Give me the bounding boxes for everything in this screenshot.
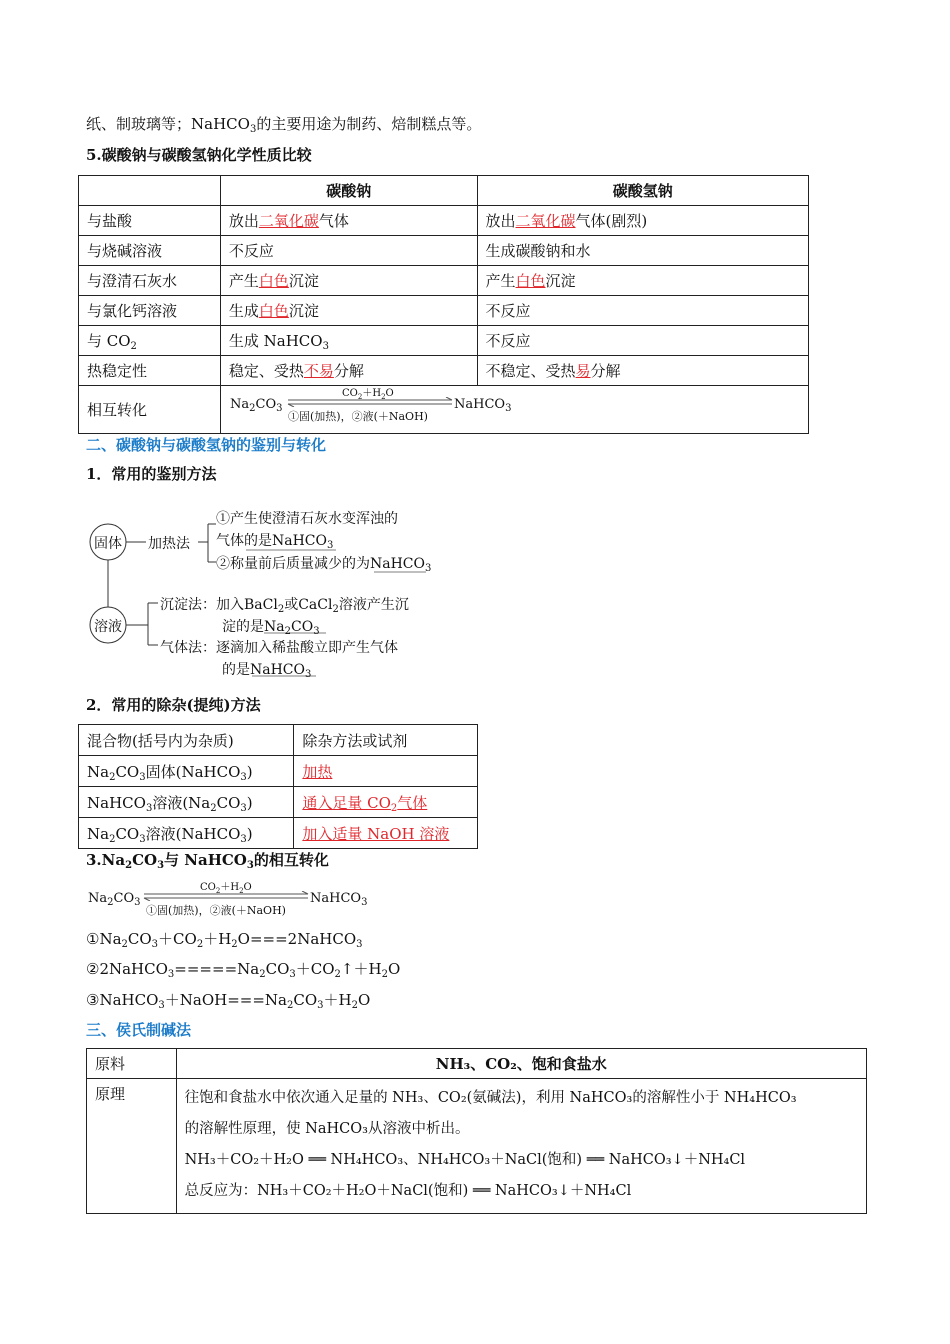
row-label: 与盐酸: [79, 206, 221, 236]
answer-text: 白色: [258, 302, 289, 320]
subscript: 3: [151, 939, 159, 950]
formula-text: Na: [230, 397, 250, 412]
cell-text: 稳定、受热: [228, 362, 304, 380]
cell-text: 不稳定、受热: [485, 362, 576, 380]
mixture-cell: [79, 787, 294, 818]
cell-text: Na: [87, 762, 110, 781]
subscript: 3: [139, 771, 146, 783]
cell-b: [477, 266, 808, 296]
row-label: 与澄清石灰水: [79, 266, 221, 296]
identification-diagram: [86, 500, 446, 685]
table-row: [79, 206, 809, 236]
heating-method: 加热法: [148, 536, 190, 552]
cell-b: [477, 356, 808, 386]
cell-text: ): [246, 762, 253, 781]
eq-text: ＋CO: [295, 960, 335, 978]
subscript: 2: [332, 604, 339, 615]
answer-text: 易: [575, 362, 591, 380]
subscript: 2: [239, 887, 244, 895]
subscript: 3: [322, 341, 329, 352]
answer-text: 二氧化碳: [515, 212, 576, 230]
header-cell: [79, 176, 221, 206]
subscript: 3: [317, 1000, 324, 1011]
hou-table: [86, 1048, 867, 1214]
cell-text: 生成: [228, 302, 259, 320]
cell-text: 固体(NaHCO: [145, 762, 241, 781]
diagram-text: 或CaCl: [284, 597, 333, 613]
cell-text: 放出: [228, 212, 259, 230]
row-label: 与烧碱溶液: [79, 236, 221, 266]
cell-text: 放出: [485, 212, 516, 230]
row-label: 原理: [87, 1079, 177, 1214]
header-cell: 碳酸氢钠: [477, 176, 808, 206]
diagram-text: ②称量前后质量减少的为NaHCO: [216, 556, 425, 572]
section5-title: 5.碳酸钠与碳酸氢钠化学性质比较: [86, 146, 312, 164]
solid-node: 固体: [94, 536, 122, 552]
principle-cell: [176, 1079, 866, 1214]
row-label: 热稳定性: [79, 356, 221, 386]
conversion-formula-2: [88, 878, 378, 918]
cell-a: [220, 206, 477, 236]
subscript: 3: [425, 563, 432, 574]
equilibrium-arrow-icon: [142, 891, 310, 901]
diagram-text: 溶液产生沉: [338, 597, 409, 613]
subscript: 3: [167, 969, 175, 980]
subscript: 3: [276, 403, 283, 414]
cell-text: 与 CO: [87, 332, 131, 350]
cell-text: 溶液(NaHCO: [145, 824, 241, 843]
diagram-text: 的是NaHCO: [222, 662, 305, 678]
subscript: 3: [240, 771, 247, 783]
section3-title: 三、侯氏制碱法: [86, 1021, 192, 1039]
formula-text: O: [243, 882, 252, 893]
table-row: [79, 296, 809, 326]
table-header-row: [79, 725, 478, 756]
cell-b: 生成碳酸钠和水: [477, 236, 808, 266]
formula-text: O: [385, 388, 394, 399]
eq-text: CO: [127, 930, 152, 948]
formula-text: ＋H: [220, 882, 240, 893]
intro-text-2: 的主要用途为制药、焙制糕点等。: [256, 115, 482, 133]
cell-text: 气体(剧烈): [575, 212, 648, 230]
answer-text: 不易: [303, 362, 334, 380]
method-cell: [294, 787, 478, 818]
formula-text: CO: [113, 891, 135, 906]
subscript: 2: [381, 969, 388, 980]
subscript: 3: [305, 669, 312, 680]
cell-text: ): [246, 824, 253, 843]
diagram-text: 气体的是NaHCO: [216, 533, 327, 549]
diagram-text: 淀的是Na: [222, 619, 285, 635]
cell-a: [220, 356, 477, 386]
subscript: 2: [334, 969, 341, 980]
answer-text: 二氧化碳: [258, 212, 319, 230]
table-row: [79, 787, 478, 818]
eq-text: ＋H: [323, 991, 352, 1009]
eq-text: ①Na: [86, 930, 122, 948]
table-row: [79, 818, 478, 849]
subscript: 2: [259, 969, 266, 980]
subscript: 2: [109, 771, 116, 783]
cell-text: 分解: [333, 362, 364, 380]
formula-right: [310, 891, 367, 906]
eq-text: O: [357, 991, 371, 1009]
cell-b: 不反应: [477, 296, 808, 326]
row-label: 相互转化: [79, 386, 221, 434]
table-row: [79, 236, 809, 266]
answer-part: 气体: [397, 793, 428, 812]
formula-text: NaHCO: [454, 397, 506, 412]
subscript: 3: [158, 1000, 165, 1011]
subscript: 2: [109, 833, 116, 845]
header-cell: 除杂方法或试剂: [294, 725, 478, 756]
solution-node: 溶液: [94, 619, 122, 635]
formula-left: [230, 397, 283, 412]
title-text: CO: [132, 851, 158, 869]
row-label: 与氯化钙溶液: [79, 296, 221, 326]
formula-bottom: ①固(加热)，②液(＋NaOH): [288, 410, 428, 423]
subscript: 3: [246, 860, 254, 871]
purify-table: [78, 724, 478, 849]
cell-text: 产生: [485, 272, 516, 290]
mixture-cell: [79, 818, 294, 849]
gas-result: [222, 659, 311, 679]
subscript: 3: [139, 833, 146, 845]
subscript: 2: [107, 897, 114, 908]
eq-text: ↑＋H: [340, 960, 382, 978]
cell-b: [477, 206, 808, 236]
row-label: [79, 326, 221, 356]
precipitation-method: [160, 594, 409, 614]
formula-left: [88, 891, 141, 906]
diagram-text: 沉淀法：加入BaCl: [160, 597, 278, 613]
cell-text: 沉淀: [288, 272, 319, 290]
eq-text: ＋NaOH===Na: [164, 991, 287, 1009]
subscript: 3: [289, 969, 296, 980]
principle-line: 的溶解性原理，使 NaHCO₃从溶液中析出。: [184, 1121, 470, 1137]
cell-text: 溶液(Na: [152, 793, 211, 812]
subscript: 2: [196, 939, 204, 950]
subscript: 3: [145, 802, 153, 814]
cell-text: CO: [216, 793, 241, 812]
cell-text: ): [246, 793, 253, 812]
table-row: [79, 326, 809, 356]
sub3-title: [86, 850, 329, 870]
method-cell: [294, 818, 478, 849]
subscript: 2: [231, 939, 238, 950]
answer-text: 加热: [302, 762, 333, 781]
cell-b: 不反应: [477, 326, 808, 356]
formula-text: CO: [200, 882, 216, 893]
header-cell: 碳酸钠: [220, 176, 477, 206]
title-text: 3.Na: [86, 851, 126, 869]
cell-a: [220, 296, 477, 326]
subscript: 2: [249, 403, 256, 414]
answer-text: 加入适量 NaOH 溶液: [302, 824, 450, 843]
subscript: 2: [210, 802, 217, 814]
subscript: 2: [130, 341, 137, 352]
eq-text: ②2NaHCO: [86, 960, 168, 978]
subscript: 2: [121, 939, 128, 950]
formula-bottom: ①固(加热)，②液(＋NaOH): [146, 904, 286, 917]
principle-line: 总反应为：NH₃＋CO₂＋H₂O＋NaCl(饱和) ══ NaHCO₃↓＋NH₄Cl: [184, 1183, 632, 1199]
header-cell: 混合物(括号内为杂质): [79, 725, 294, 756]
subscript: 3: [134, 897, 141, 908]
cell-text: 分解: [590, 362, 621, 380]
cell-text: CO: [115, 824, 140, 843]
cell-text: NaHCO: [87, 793, 146, 812]
subscript: 2: [284, 626, 291, 637]
title-text: 与 NaHCO: [164, 851, 247, 869]
cell-text: 沉淀: [545, 272, 576, 290]
eq-text: CO: [293, 991, 318, 1009]
subscript: 2: [351, 1000, 358, 1011]
method-cell: [294, 756, 478, 787]
subscript: 3: [327, 540, 334, 551]
equation-3: [86, 990, 370, 1010]
cell-text: 气体: [318, 212, 349, 230]
equation-1: [86, 929, 363, 949]
sub2-title: 2．常用的除杂(提纯)方法: [86, 696, 261, 714]
eq-text: =====Na: [174, 960, 260, 978]
eq-text: ＋CO: [158, 930, 197, 948]
subscript: 2: [215, 887, 221, 895]
cell-a: [220, 326, 477, 356]
principle-line: 往饱和食盐水中依次通入足量的 NH₃、CO₂(氨碱法)，利用 NaHCO₃的溶解性小于 NH₄HCO₃: [184, 1090, 797, 1106]
formula-text: NaHCO: [310, 891, 362, 906]
mixture-cell: [79, 756, 294, 787]
eq-text: O: [387, 960, 401, 978]
table-row: [79, 756, 478, 787]
subscript: 3: [356, 939, 363, 950]
table-row: [79, 356, 809, 386]
intro-sub: 3: [249, 124, 257, 135]
cell-text: Na: [87, 824, 110, 843]
cell-text: 沉淀: [288, 302, 319, 320]
title-text: 的相互转化: [253, 851, 329, 869]
formula-text: Na: [88, 891, 108, 906]
formula-text: ＋H: [362, 388, 382, 399]
eq-text: O===2NaHCO: [237, 930, 357, 948]
answer-text: [302, 794, 427, 812]
table-header-row: [79, 176, 809, 206]
subscript: 3: [505, 403, 512, 414]
subscript: 3: [361, 897, 368, 908]
heating-result-1: ①产生使澄清石灰水变浑浊的: [216, 511, 398, 527]
subscript: 3: [240, 802, 247, 814]
answer-text: 白色: [515, 272, 546, 290]
answer-text: 白色: [258, 272, 289, 290]
gas-method: 气体法：逐滴加入稀盐酸立即产生气体: [160, 640, 398, 656]
formula-right: [454, 397, 511, 412]
answer-part: 通入足量 CO: [302, 793, 391, 812]
section2-title: 二、碳酸钠与碳酸氢钠的鉴别与转化: [86, 436, 327, 454]
subscript: 2: [125, 860, 133, 871]
cell-a: [220, 266, 477, 296]
raw-materials: NH₃、CO₂、饱和食盐水: [176, 1049, 866, 1079]
subscript: 3: [157, 860, 165, 871]
heating-result-2: [216, 530, 333, 550]
subscript: 3: [240, 833, 247, 845]
sub1-title: 1．常用的鉴别方法: [86, 465, 217, 483]
heating-result-3: [216, 553, 431, 573]
equation-2: [86, 959, 400, 979]
precipitation-result: [222, 616, 320, 636]
cell-text: CO: [115, 762, 140, 781]
cell-text: 生成 NaHCO: [228, 332, 323, 350]
table-row: [87, 1049, 867, 1079]
principle-line: NH₃＋CO₂＋H₂O ══ NH₄HCO₃、NH₄HCO₃＋NaCl(饱和) ══ NaHCO₃↓＋NH₄Cl: [184, 1152, 746, 1168]
eq-text: ＋H: [203, 930, 232, 948]
cell-a: 不反应: [220, 236, 477, 266]
subscript: 2: [357, 393, 363, 401]
diagram-text: CO: [290, 619, 314, 635]
subscript: 2: [286, 1000, 294, 1011]
conversion-formula-1: [230, 384, 520, 424]
table-row: [79, 266, 809, 296]
subscript: 3: [313, 626, 320, 637]
eq-text: ③NaHCO: [86, 991, 159, 1009]
row-label: 原料: [87, 1049, 177, 1079]
eq-text: CO: [265, 960, 290, 978]
table-row: [87, 1079, 867, 1214]
intro-text: 纸、制玻璃等；NaHCO: [86, 115, 250, 133]
subscript: 2: [381, 393, 386, 401]
formula-text: CO: [255, 397, 277, 412]
intro-line: [86, 114, 481, 134]
subscript: 2: [277, 604, 285, 615]
formula-text: CO: [342, 388, 358, 399]
subscript: 2: [390, 802, 398, 814]
equilibrium-arrow-icon: [286, 397, 454, 407]
cell-text: 产生: [228, 272, 259, 290]
